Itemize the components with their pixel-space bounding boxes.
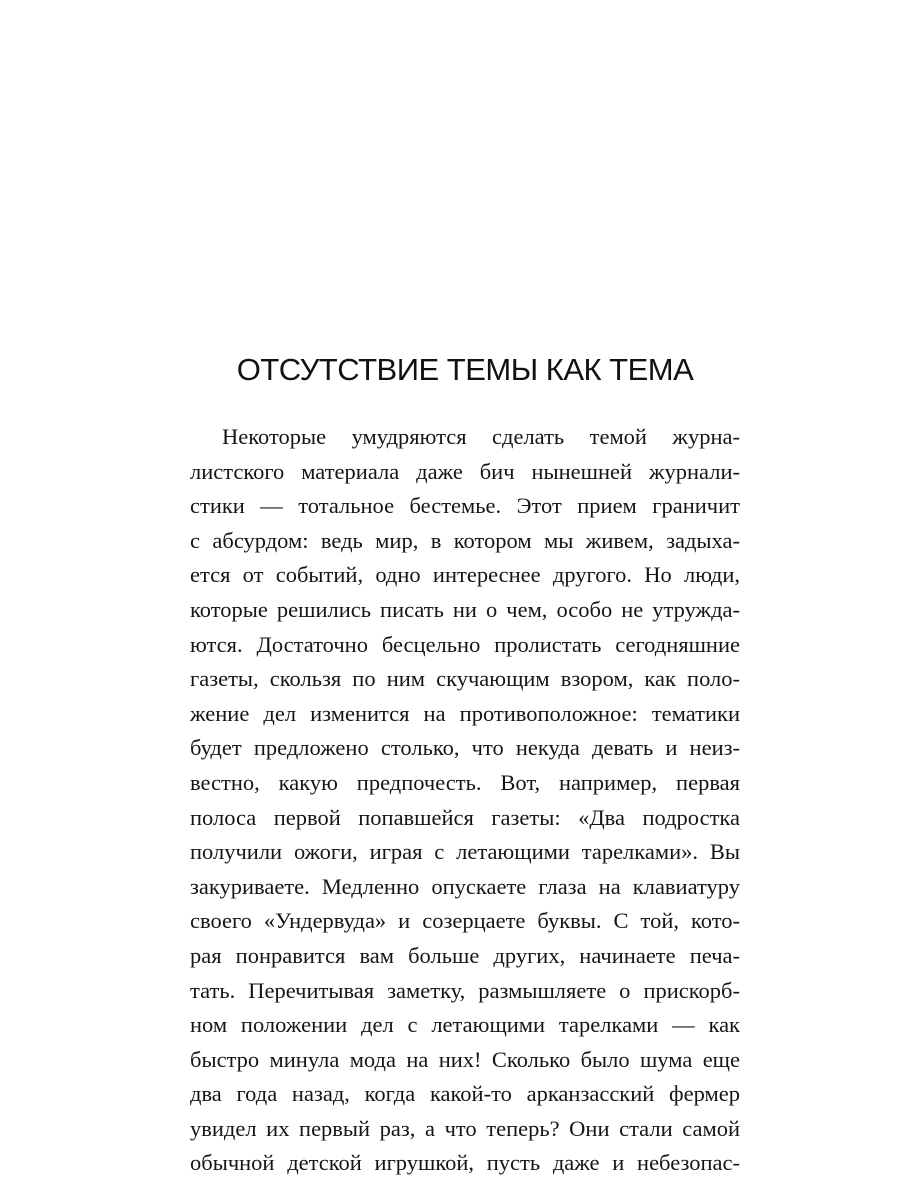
text-line: полоса первой попавшейся газеты: «Два подростка <box>190 804 740 830</box>
text-line: увидел их первый раз, а что теперь? Они стали самой <box>190 1115 740 1141</box>
text-line: Некоторые умудряются сделать темой журна- <box>222 424 740 449</box>
text-line: с абсурдом: ведь мир, в котором мы живем, задыха- <box>190 527 740 553</box>
text-line: ются. Достаточно бесцельно пролистать сегодняшние <box>190 631 740 657</box>
text-line: будет предложено столько, что некуда девать и неиз- <box>190 735 740 761</box>
text-line: листского материала даже бич нынешней журнали- <box>190 458 740 484</box>
text-line: жение дел изменится на противоположное: тематики <box>190 700 740 726</box>
text-line: стики — тотальное бестемье. Этот прием граничит <box>190 493 740 519</box>
text-line: газеты, скользя по ним скучающим взором, как поло- <box>190 666 740 692</box>
text-line: рая понравится вам больше других, начинаете печа- <box>190 942 740 968</box>
body-paragraph <box>190 420 740 1181</box>
chapter-title: ОТСУТСТВИЕ ТЕМЫ КАК ТЕМА <box>236 352 694 387</box>
text-line: своего «Ундервуда» и созерцаете буквы. С той, кото- <box>190 908 740 934</box>
text-line: которые решились писать ни о чем, особо не утружда- <box>190 596 740 622</box>
text-line: закуриваете. Медленно опускаете глаза на клавиатуру <box>190 873 740 899</box>
text-line: ется от событий, одно интереснее другого. Но люди, <box>190 562 740 588</box>
text-line: ном положении дел с летающими тарелками — как <box>190 1012 740 1038</box>
text-line: обычной детской игрушкой, пусть даже и небезопас- <box>190 1150 740 1176</box>
text-line: вестно, какую предпочесть. Вот, например, первая <box>190 769 740 795</box>
text-line: два года назад, когда какой-то арканзасский фермер <box>190 1081 740 1107</box>
text-line: быстро минула мода на них! Сколько было шума еще <box>190 1046 740 1072</box>
text-line: получили ожоги, играя с летающими тарелками». Вы <box>190 839 740 865</box>
text-line: тать. Перечитывая заметку, размышляете о прискорб- <box>190 977 740 1003</box>
